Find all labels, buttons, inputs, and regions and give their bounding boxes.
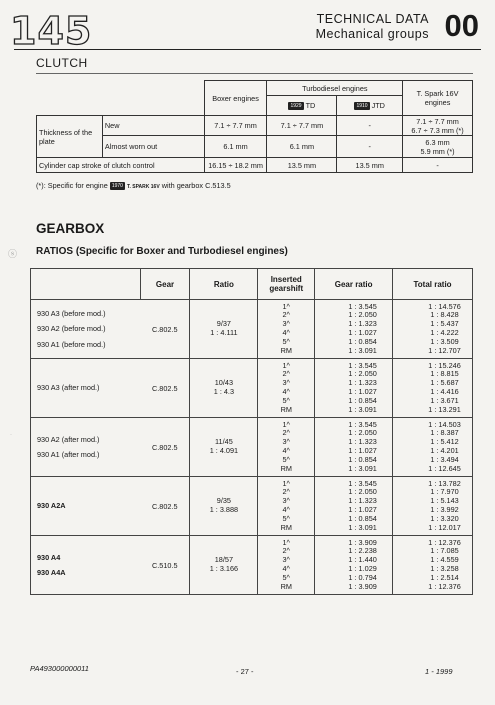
- ratio-value: 1 : 4.111: [210, 328, 238, 337]
- shift-value: RM: [280, 463, 292, 473]
- header-divider: [14, 49, 481, 50]
- total-ratio-value: 1 : 3.320: [430, 513, 459, 523]
- shift-value: 5^: [282, 454, 290, 464]
- gear-ratio-value: 1 : 1.323: [348, 437, 377, 447]
- total-ratio-cell: [393, 418, 473, 477]
- model-cell: [31, 300, 141, 359]
- gearbox-row: [31, 418, 473, 477]
- gear-ratio-cell: [315, 359, 393, 418]
- header-title: [316, 12, 429, 42]
- col-ratio-header: Ratio: [190, 269, 258, 300]
- model-name: 930 A3 (before mod.): [37, 309, 106, 319]
- row-worn-td: 6.1 mm: [267, 136, 337, 158]
- header-title-line2: Mechanical groups: [315, 27, 429, 41]
- col-gear-header: Gear: [140, 269, 190, 300]
- row-new-boxer: 7.1 ÷ 7.7 mm: [204, 116, 267, 136]
- ratio-value: 11/45: [215, 437, 233, 447]
- gear-ratio-value: 1 : 1.027: [348, 446, 377, 455]
- gear-ratio-value: 1 : 3.091: [348, 522, 377, 532]
- ratio-cell: [190, 418, 258, 477]
- thickness-label: Thickness of the plate: [37, 116, 103, 158]
- row-worn-jtd: -: [337, 136, 403, 158]
- shift-value: 4^: [282, 446, 290, 455]
- gear-ratio-cell: [315, 536, 393, 595]
- total-ratio-cell: [393, 477, 473, 536]
- shift-cell: [258, 536, 315, 595]
- gear-cell: C.802.5: [140, 477, 190, 536]
- total-ratio-value: 1 : 3.992: [430, 505, 459, 514]
- col-shift-header: Inserted gearshift: [258, 269, 315, 300]
- shift-value: 4^: [282, 387, 290, 396]
- row-stroke-label: Cylinder cap stroke of clutch control: [37, 158, 205, 173]
- col-jtd-header: 1910 JTD: [337, 96, 403, 116]
- gearbox-row: [31, 477, 473, 536]
- gearbox-subtitle: RATIOS (Specific for Boxer and Turbodiesel engines): [36, 246, 288, 257]
- model-name: 930 A2 (after mod.): [37, 434, 100, 444]
- header-title-line1: TECHNICAL DATA: [316, 12, 429, 26]
- total-ratio-value: 1 : 8.428: [430, 310, 459, 320]
- shift-value: 4^: [282, 505, 290, 514]
- gearbox-table: [30, 268, 473, 595]
- shift-value: 1^: [282, 301, 290, 311]
- shift-value: 3^: [282, 437, 290, 447]
- row-stroke-td: 13.5 mm: [267, 158, 337, 173]
- shift-value: 1^: [282, 360, 290, 370]
- ratio-value: 1 : 3.888: [209, 505, 239, 514]
- gear-ratio-value: 1 : 3.545: [348, 360, 377, 370]
- total-ratio-value: 1 : 4.201: [430, 446, 459, 455]
- row-stroke-jtd: 13.5 mm: [337, 158, 403, 173]
- row-worn-boxer: 6.1 mm: [204, 136, 267, 158]
- total-ratio-value: 1 : 5.687: [430, 378, 459, 388]
- col-model-header: [31, 269, 141, 300]
- shift-cell: [258, 300, 315, 359]
- shift-value: 2^: [282, 310, 290, 320]
- model-name: 930 A1 (after mod.): [37, 450, 100, 459]
- edition-date: 1 - 1999: [425, 667, 453, 676]
- ratio-cell: [190, 359, 258, 418]
- gear-ratio-value: 1 : 1.440: [348, 555, 377, 565]
- gear-ratio-value: 1 : 1.323: [348, 378, 377, 388]
- model-name: 930 A3 (after mod.): [37, 383, 100, 393]
- gear-cell: C.802.5: [140, 359, 190, 418]
- gear-ratio-value: 1 : 0.794: [348, 572, 377, 582]
- gear-ratio-value: 1 : 3.909: [348, 537, 377, 547]
- shift-value: 5^: [282, 513, 290, 523]
- ratio-value: 1 : 4.091: [209, 446, 239, 455]
- shift-value: RM: [280, 345, 292, 355]
- gearbox-row: [31, 359, 473, 418]
- total-ratio-value: 1 : 15.246: [428, 360, 461, 370]
- gear-ratio-value: 1 : 2.050: [348, 310, 377, 320]
- shift-value: 2^: [282, 487, 290, 497]
- gear-ratio-value: 1 : 0.854: [348, 454, 377, 464]
- total-ratio-cell: [393, 536, 473, 595]
- shift-value: 1^: [282, 537, 290, 547]
- gear-ratio-value: 1 : 2.050: [348, 487, 377, 497]
- gear-ratio-value: 1 : 3.909: [348, 581, 377, 591]
- ratio-value: 1 : 3.166: [209, 564, 239, 573]
- gear-ratio-value: 1 : 3.091: [348, 404, 377, 414]
- model-cell: [31, 536, 141, 595]
- engine-badge-td: 1929: [290, 103, 302, 110]
- shift-cell: [258, 359, 315, 418]
- row-stroke-boxer: 16.15 ÷ 18.2 mm: [204, 158, 267, 173]
- shift-value: 2^: [282, 369, 290, 379]
- total-ratio-value: 1 : 12.707: [428, 345, 461, 355]
- gear-ratio-value: 1 : 3.545: [348, 478, 377, 488]
- model-cell: [31, 359, 141, 418]
- gear-cell: C.510.5: [140, 536, 190, 595]
- total-ratio-value: 1 : 7.970: [430, 487, 459, 497]
- margin-speck: ·: [10, 432, 12, 438]
- total-ratio-value: 1 : 5.412: [430, 437, 459, 447]
- ratio-value: 9/35: [216, 496, 231, 506]
- shift-value: 4^: [282, 564, 290, 573]
- shift-value: 4^: [282, 328, 290, 337]
- model-name: 930 A2A: [37, 501, 66, 511]
- shift-value: 3^: [282, 555, 290, 565]
- gear-ratio-value: 1 : 1.027: [348, 505, 377, 514]
- total-ratio-value: 1 : 8.815: [430, 369, 459, 379]
- engine-badge-jtd: 1910: [356, 103, 368, 110]
- gearbox-row: [31, 536, 473, 595]
- ratio-cell: [190, 536, 258, 595]
- ratio-value: 1 : 4.3: [213, 387, 235, 396]
- ratio-value: 9/37: [216, 319, 231, 329]
- total-ratio-cell: [393, 359, 473, 418]
- gear-ratio-value: 1 : 2.050: [348, 428, 377, 438]
- engine-badge-tspark: 1970: [111, 183, 123, 190]
- total-ratio-value: 1 : 13.782: [428, 478, 461, 488]
- gear-ratio-value: 1 : 1.323: [348, 319, 377, 329]
- clutch-table: [36, 80, 473, 173]
- shift-cell: [258, 418, 315, 477]
- shift-value: RM: [280, 522, 292, 532]
- gearbox-rows: [31, 300, 473, 595]
- shift-value: 2^: [282, 546, 290, 556]
- gear-ratio-cell: [315, 300, 393, 359]
- total-ratio-value: 1 : 5.437: [430, 319, 459, 329]
- model-logo: 145: [10, 9, 93, 53]
- ratio-cell: [190, 300, 258, 359]
- col-boxer-header: Boxer engines: [204, 81, 267, 116]
- gear-ratio-value: 1 : 1.323: [348, 496, 377, 506]
- gear-ratio-value: 1 : 0.854: [348, 513, 377, 523]
- shift-value: 5^: [282, 395, 290, 405]
- model-name: 930 A4: [37, 552, 61, 562]
- total-ratio-value: 1 : 14.503: [428, 419, 461, 429]
- shift-value: 3^: [282, 319, 290, 329]
- total-ratio-value: 1 : 13.291: [428, 404, 461, 414]
- model-name: 930 A2 (before mod.): [37, 324, 106, 334]
- row-new-tspark: 7.1 ÷ 7.7 mm 6.7 ÷ 7.3 mm (*): [403, 116, 473, 136]
- model-name: 930 A1 (before mod.): [37, 339, 106, 349]
- total-ratio-value: 1 : 4.416: [430, 387, 459, 396]
- total-ratio-value: 1 : 4.559: [430, 555, 459, 565]
- ratio-value: 18/57: [214, 555, 234, 565]
- clutch-footnote: (*): Specific for engine 1970 T. SPARK 16V with gearbox C.513.5: [36, 181, 231, 190]
- total-ratio-value: 1 : 3.671: [430, 395, 459, 405]
- total-ratio-value: 1 : 5.143: [430, 496, 459, 506]
- ratio-cell: [190, 477, 258, 536]
- document-code: PA493000000011: [30, 664, 89, 673]
- col-turbodiesel-header: Turbodiesel engines: [267, 81, 403, 96]
- clutch-divider: [36, 73, 473, 74]
- gear-cell: C.802.5: [140, 418, 190, 477]
- total-ratio-value: 1 : 12.645: [428, 463, 461, 473]
- row-new-jtd: -: [337, 116, 403, 136]
- gear-ratio-value: 1 : 2.238: [348, 546, 377, 556]
- col-gear-ratio-header: Gear ratio: [315, 269, 393, 300]
- model-cell: [31, 418, 141, 477]
- row-new-label: New: [102, 116, 204, 136]
- shift-value: RM: [280, 581, 292, 591]
- shift-value: 5^: [282, 572, 290, 582]
- row-new-td: 7.1 ÷ 7.7 mm: [267, 116, 337, 136]
- model-name: 930 A4A: [37, 568, 66, 577]
- gear-ratio-value: 1 : 3.091: [348, 463, 377, 473]
- binder-hole-mark: ⓢ: [8, 249, 18, 259]
- ratio-value: 10/43: [214, 378, 234, 388]
- row-stroke-tspark: -: [403, 158, 473, 173]
- total-ratio-value: 1 : 8.387: [430, 428, 459, 438]
- total-ratio-value: 1 : 12.376: [428, 537, 461, 547]
- gear-ratio-value: 1 : 3.545: [348, 301, 377, 311]
- gear-ratio-value: 1 : 3.545: [348, 419, 377, 429]
- shift-value: 2^: [282, 428, 290, 438]
- gear-ratio-value: 1 : 1.027: [348, 328, 377, 337]
- gear-ratio-value: 1 : 1.027: [348, 387, 377, 396]
- shift-value: 3^: [282, 378, 290, 388]
- total-ratio-value: 1 : 3.509: [430, 336, 459, 346]
- total-ratio-value: 1 : 7.085: [430, 546, 459, 556]
- total-ratio-value: 1 : 3.494: [430, 454, 459, 464]
- gear-ratio-cell: [315, 418, 393, 477]
- col-tspark-header: T. Spark 16V engines: [403, 81, 473, 116]
- gearbox-title: GEARBOX: [36, 221, 105, 236]
- clutch-title: CLUTCH: [36, 56, 88, 70]
- total-ratio-cell: [393, 300, 473, 359]
- gear-cell: C.802.5: [140, 300, 190, 359]
- gear-ratio-value: 1 : 2.050: [348, 369, 377, 379]
- row-worn-tspark: 6.3 mm 5.9 mm (*): [403, 136, 473, 158]
- group-number: 00: [444, 8, 479, 43]
- gear-ratio-value: 1 : 0.854: [348, 395, 377, 405]
- gearbox-row: [31, 300, 473, 359]
- model-cell: [31, 477, 141, 536]
- shift-value: 3^: [282, 496, 290, 506]
- gear-ratio-value: 1 : 1.029: [348, 564, 377, 573]
- total-ratio-value: 1 : 14.576: [428, 301, 461, 311]
- shift-value: RM: [280, 404, 292, 414]
- shift-value: 1^: [282, 478, 290, 488]
- row-worn-label: Almost worn out: [102, 136, 204, 158]
- col-td-header: 1929 TD: [267, 96, 337, 116]
- total-ratio-value: 1 : 3.258: [430, 564, 459, 573]
- total-ratio-value: 1 : 4.222: [430, 328, 459, 337]
- shift-value: 5^: [282, 336, 290, 346]
- page-number: - 27 -: [236, 667, 254, 676]
- shift-value: 1^: [282, 419, 290, 429]
- gear-ratio-value: 1 : 0.854: [348, 336, 377, 346]
- total-ratio-value: 1 : 12.376: [428, 581, 461, 591]
- gear-ratio-cell: [315, 477, 393, 536]
- col-total-ratio-header: Total ratio: [393, 269, 473, 300]
- total-ratio-value: 1 : 2.514: [430, 572, 459, 582]
- total-ratio-value: 1 : 12.017: [428, 522, 461, 532]
- gear-ratio-value: 1 : 3.091: [348, 345, 377, 355]
- shift-cell: [258, 477, 315, 536]
